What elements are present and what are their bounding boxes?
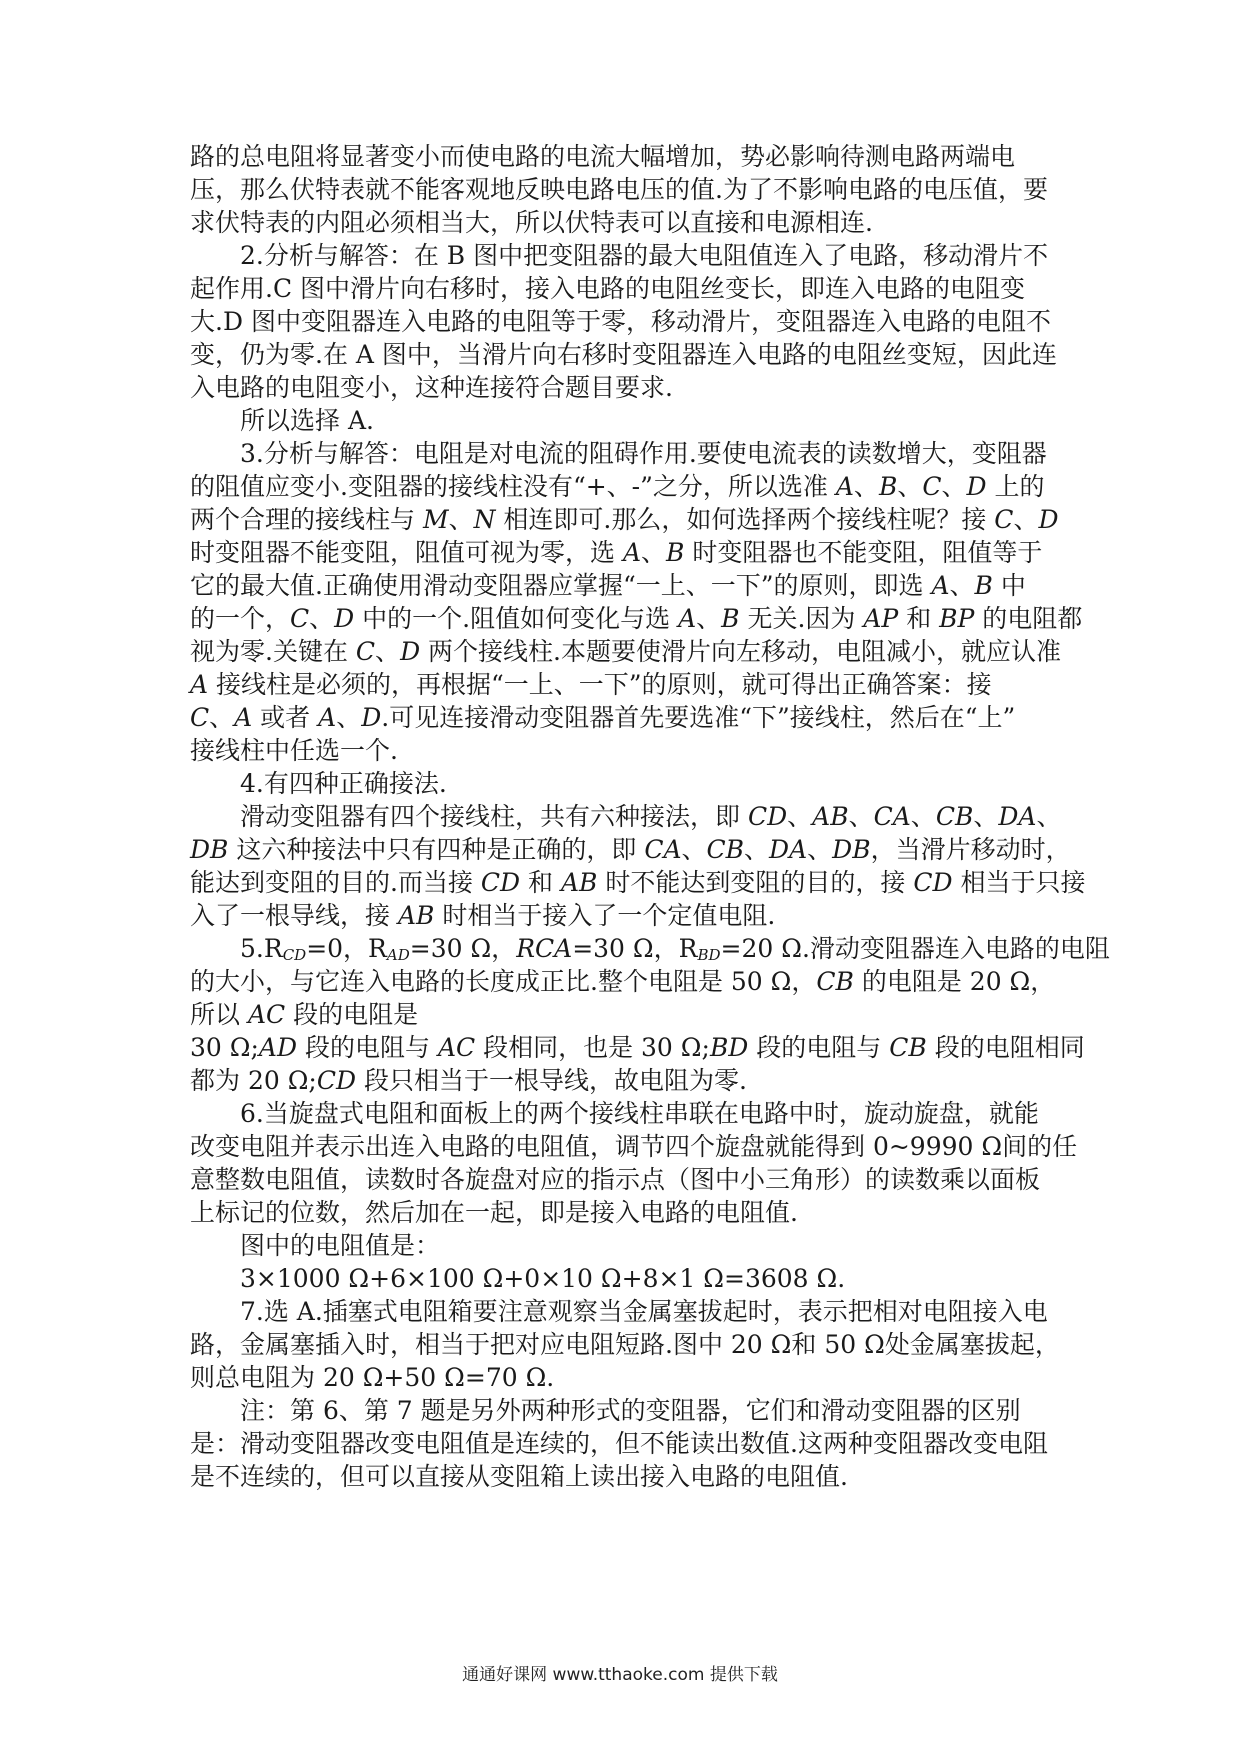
text-run: 、 <box>941 472 967 501</box>
text-line <box>190 866 1086 899</box>
var-letter: AB <box>561 868 598 897</box>
text-run: 上的 <box>986 472 1045 501</box>
text-run: 视为零.关键在 <box>190 637 356 666</box>
var-letter: DB <box>190 835 229 864</box>
text-line: 3.分析与解答：电阻是对电流的阻碍作用.要使电流表的读数增大，变阻器 <box>240 439 1047 468</box>
text-run: 相当于只接 <box>952 868 1086 897</box>
text-line: 2.分析与解答：在 B 图中把变阻器的最大电阻值连入了电路，移动滑片不 <box>240 241 1049 270</box>
var-letter: C <box>190 703 210 732</box>
var-letter: CD <box>747 802 788 831</box>
page-footer: 通通好课网 www.tthaoke.com 提供下载 <box>462 1665 778 1685</box>
text-run: 、 <box>375 637 401 666</box>
var-letter: A <box>678 604 697 633</box>
text-line <box>190 503 1070 536</box>
text-line: 变，仍为零.在 A 图中，当滑片向右移时变阻器连入电路的电阻丝变短，因此连 <box>190 340 1057 369</box>
var-letter: DA <box>998 802 1037 831</box>
var-letter: A <box>622 538 642 567</box>
var-letter: C <box>290 604 310 633</box>
text-run: =30 Ω，R <box>572 934 698 963</box>
text-line <box>190 1064 1070 1097</box>
text-line <box>190 1031 1085 1064</box>
text-run: 和 <box>520 868 561 897</box>
text-line: 压，那么伏特表就不能客观地反映电路电压的值.为了不影响电路的电压值，要 <box>190 175 1048 204</box>
text-run: 、 <box>853 472 879 501</box>
var-letter: DA <box>769 835 808 864</box>
text-run: 、 <box>448 505 474 534</box>
text-run: 的一个， <box>190 604 291 633</box>
text-line: 是：滑动变阻器改变电阻值是连续的，但不能读出数值.这两种变阻器改变电阻 <box>190 1429 1048 1458</box>
text-run: 、 <box>681 835 707 864</box>
text-line: 3×1000 Ω+6×100 Ω+0×10 Ω+8×1 Ω=3608 Ω. <box>240 1264 846 1293</box>
text-line: 6.当旋盘式电阻和面板上的两个接线柱串联在电路中时，旋动旋盘，就能 <box>240 1099 1039 1128</box>
text-run: ，当滑片移动时， <box>870 835 1071 864</box>
text-run: 、 <box>309 604 335 633</box>
var-letter: A <box>318 703 337 732</box>
var-letter: BP <box>939 604 975 633</box>
text-line <box>190 668 1070 701</box>
text-run: 时变阻器也不能变阻，阻值等于 <box>684 538 1043 567</box>
text-run: 相连即可.那么，如何选择两个接线柱呢？接 <box>495 505 995 534</box>
var-letter: DB <box>832 835 871 864</box>
var-letter: RCA <box>516 934 573 963</box>
text-line: 起作用.C 图中滑片向右移时，接入电路的电阻丝变长，即连入电路的电阻变 <box>190 274 1026 303</box>
text-line: 图中的电阻值是： <box>240 1231 441 1260</box>
text-line: 入电路的电阻变小，这种连接符合题目要求. <box>190 373 673 402</box>
text-line: 路，金属塞插入时，相当于把对应电阻短路.图中 20 Ω和 50 Ω处金属塞拔起， <box>190 1330 1060 1359</box>
text-run: 段只相当于一根导线，故电阻为零. <box>356 1066 747 1095</box>
var-letter: AC <box>437 1033 476 1062</box>
text-run: 段相同，也是 30 Ω; <box>475 1033 710 1062</box>
text-line: 意整数电阻值，读数时各旋盘对应的指示点（图中小三角形）的读数乘以面板 <box>190 1165 1041 1194</box>
text-line <box>190 800 1070 833</box>
text-line: 是不连续的，但可以直接从变阻箱上读出接入电路的电阻值. <box>190 1462 848 1491</box>
text-run: .可见连接滑动变阻器首先要选准“下”接线柱，然后在“上” <box>381 703 1016 732</box>
text-run: 段的电阻与 <box>748 1033 890 1062</box>
text-run: 或者 <box>252 703 319 732</box>
var-letter: B <box>666 538 685 567</box>
var-letter: A <box>190 670 209 699</box>
text-run: 时变阻器不能变阻，阻值可视为零，选 <box>190 538 623 567</box>
text-run: 、 <box>848 802 874 831</box>
text-line <box>190 932 1110 965</box>
var-letter: CD <box>480 868 521 897</box>
var-letter: M <box>422 505 449 534</box>
var-letter: CB <box>706 835 745 864</box>
document-body <box>190 140 1110 1493</box>
text-run: 的电阻都 <box>974 604 1083 633</box>
var-letter: BD <box>709 1033 749 1062</box>
var-letter: CD <box>913 868 953 897</box>
text-line <box>190 833 1070 866</box>
text-run: 段的电阻相同 <box>926 1033 1085 1062</box>
text-run: =30 Ω， <box>409 934 517 963</box>
text-line <box>190 635 1070 668</box>
text-run: 能达到变阻的目的.而当接 <box>190 868 481 897</box>
var-letter: C <box>994 505 1014 534</box>
text-line <box>190 602 1083 635</box>
var-letter: AP <box>863 604 899 633</box>
text-run: 它的最大值.正确使用滑动变阻器应掌握“一上、一下”的原则，即选 <box>190 571 932 600</box>
text-run: 、 <box>787 802 813 831</box>
text-line <box>190 965 1070 998</box>
text-run: 、 <box>973 802 999 831</box>
text-line: 接线柱中任选一个. <box>190 736 398 765</box>
var-letter: AC <box>247 1000 286 1029</box>
text-line <box>190 701 1070 734</box>
text-run: 都为 20 Ω; <box>190 1066 317 1095</box>
text-run: 的电阻是 20 Ω， <box>853 967 1056 996</box>
text-run: 接线柱是必须的，再根据“一上、一下”的原则，就可得出正确答案：接 <box>208 670 992 699</box>
var-letter: D <box>400 637 421 666</box>
text-run: 两个接线柱.本题要使滑片向左移动，电阻减小，就应认准 <box>420 637 1062 666</box>
var-letter: C <box>922 472 942 501</box>
var-letter: AD <box>258 1033 298 1062</box>
var-letter: A <box>835 472 854 501</box>
text-run: 、 <box>744 835 770 864</box>
text-run: 段的电阻是 <box>285 1000 419 1029</box>
text-run: 的大小，与它连入电路的长度成正比.整个电阻是 50 Ω， <box>190 967 817 996</box>
text-line <box>190 998 1070 1031</box>
text-run: 和 <box>898 604 940 633</box>
var-letter: AB <box>812 802 849 831</box>
text-line: 注：第 6、第 7 题是另外两种形式的变阻器，它们和滑动变阻器的区别 <box>240 1396 1021 1425</box>
text-line: 改变电阻并表示出连入电路的电阻值，调节四个旋盘就能得到 0~9990 Ω间的任 <box>190 1132 1078 1161</box>
text-run: 这六种接法中只有四种是正确的，即 <box>228 835 645 864</box>
text-run: 5.R <box>240 934 283 963</box>
text-run: 入了一根导线，接 <box>190 901 398 930</box>
text-line <box>190 899 1070 932</box>
text-run: 段的电阻与 <box>297 1033 438 1062</box>
var-letter: A <box>234 703 253 732</box>
var-letter: D <box>334 604 355 633</box>
text-run: 中 <box>992 571 1026 600</box>
text-run: 、 <box>1013 505 1039 534</box>
subscript: AD <box>386 946 410 964</box>
var-letter: D <box>361 703 382 732</box>
var-letter: AB <box>397 901 435 930</box>
text-run: 、 <box>910 802 936 831</box>
text-run: 、 <box>336 703 362 732</box>
text-run: 、 <box>897 472 923 501</box>
text-line: 7.选 A.插塞式电阻箱要注意观察当金属塞拔起时，表示把相对电阻接入电 <box>240 1297 1048 1326</box>
text-line: 上标记的位数，然后加在一起，即是接入电路的电阻值. <box>190 1198 798 1227</box>
text-run: 、 <box>949 571 975 600</box>
var-letter: N <box>473 505 496 534</box>
var-letter: B <box>974 571 993 600</box>
text-run: 时相当于接入了一个定值电阻. <box>434 901 776 930</box>
text-run: 两个合理的接线柱与 <box>190 505 423 534</box>
text-line <box>190 569 1070 602</box>
text-run: 的阻值应变小.变阻器的接线柱没有“+、-”之分，所以选准 <box>190 472 836 501</box>
var-letter: D <box>1038 505 1059 534</box>
text-run: 滑动变阻器有四个接线柱，共有六种接法，即 <box>240 802 748 831</box>
text-line: 大.D 图中变阻器连入电路的电阻等于零，移动滑片，变阻器连入电路的电阻不 <box>190 307 1051 336</box>
var-letter: A <box>931 571 950 600</box>
text-run: 中的一个.阻值如何变化与选 <box>354 604 679 633</box>
text-line: 所以选择 A. <box>240 406 374 435</box>
text-line <box>190 536 1070 569</box>
text-line: 求伏特表的内阻必须相当大，所以伏特表可以直接和电源相连. <box>190 208 873 237</box>
var-letter: CB <box>935 802 974 831</box>
text-run: 、 <box>209 703 235 732</box>
text-run: 所以 <box>190 1000 248 1029</box>
subscript: BD <box>697 946 721 964</box>
var-letter: CA <box>644 835 682 864</box>
text-line: 路的总电阻将显著变小而使电路的电流大幅增加，势必影响待测电路两端电 <box>190 142 1016 171</box>
text-line <box>190 470 1070 503</box>
text-run: =0，R <box>306 934 387 963</box>
var-letter: CD <box>316 1066 357 1095</box>
text-run: 、 <box>1036 802 1062 831</box>
text-line: 则总电阻为 20 Ω+50 Ω=70 Ω. <box>190 1363 555 1392</box>
text-run: 、 <box>807 835 833 864</box>
text-run: 30 Ω; <box>190 1033 259 1062</box>
var-letter: B <box>721 604 740 633</box>
text-run: 、 <box>641 538 667 567</box>
var-letter: B <box>878 472 898 501</box>
text-run: 无关.因为 <box>739 604 864 633</box>
var-letter: CB <box>816 967 854 996</box>
subscript: CD <box>282 946 307 964</box>
text-run: 、 <box>696 604 722 633</box>
text-run: =20 Ω.滑动变阻器连入电路的电阻 <box>720 934 1110 963</box>
var-letter: D <box>966 472 987 501</box>
var-letter: CA <box>873 802 911 831</box>
text-line: 4.有四种正确接法. <box>240 769 447 798</box>
text-run: 时不能达到变阻的目的，接 <box>597 868 914 897</box>
var-letter: CB <box>889 1033 927 1062</box>
var-letter: C <box>355 637 376 666</box>
